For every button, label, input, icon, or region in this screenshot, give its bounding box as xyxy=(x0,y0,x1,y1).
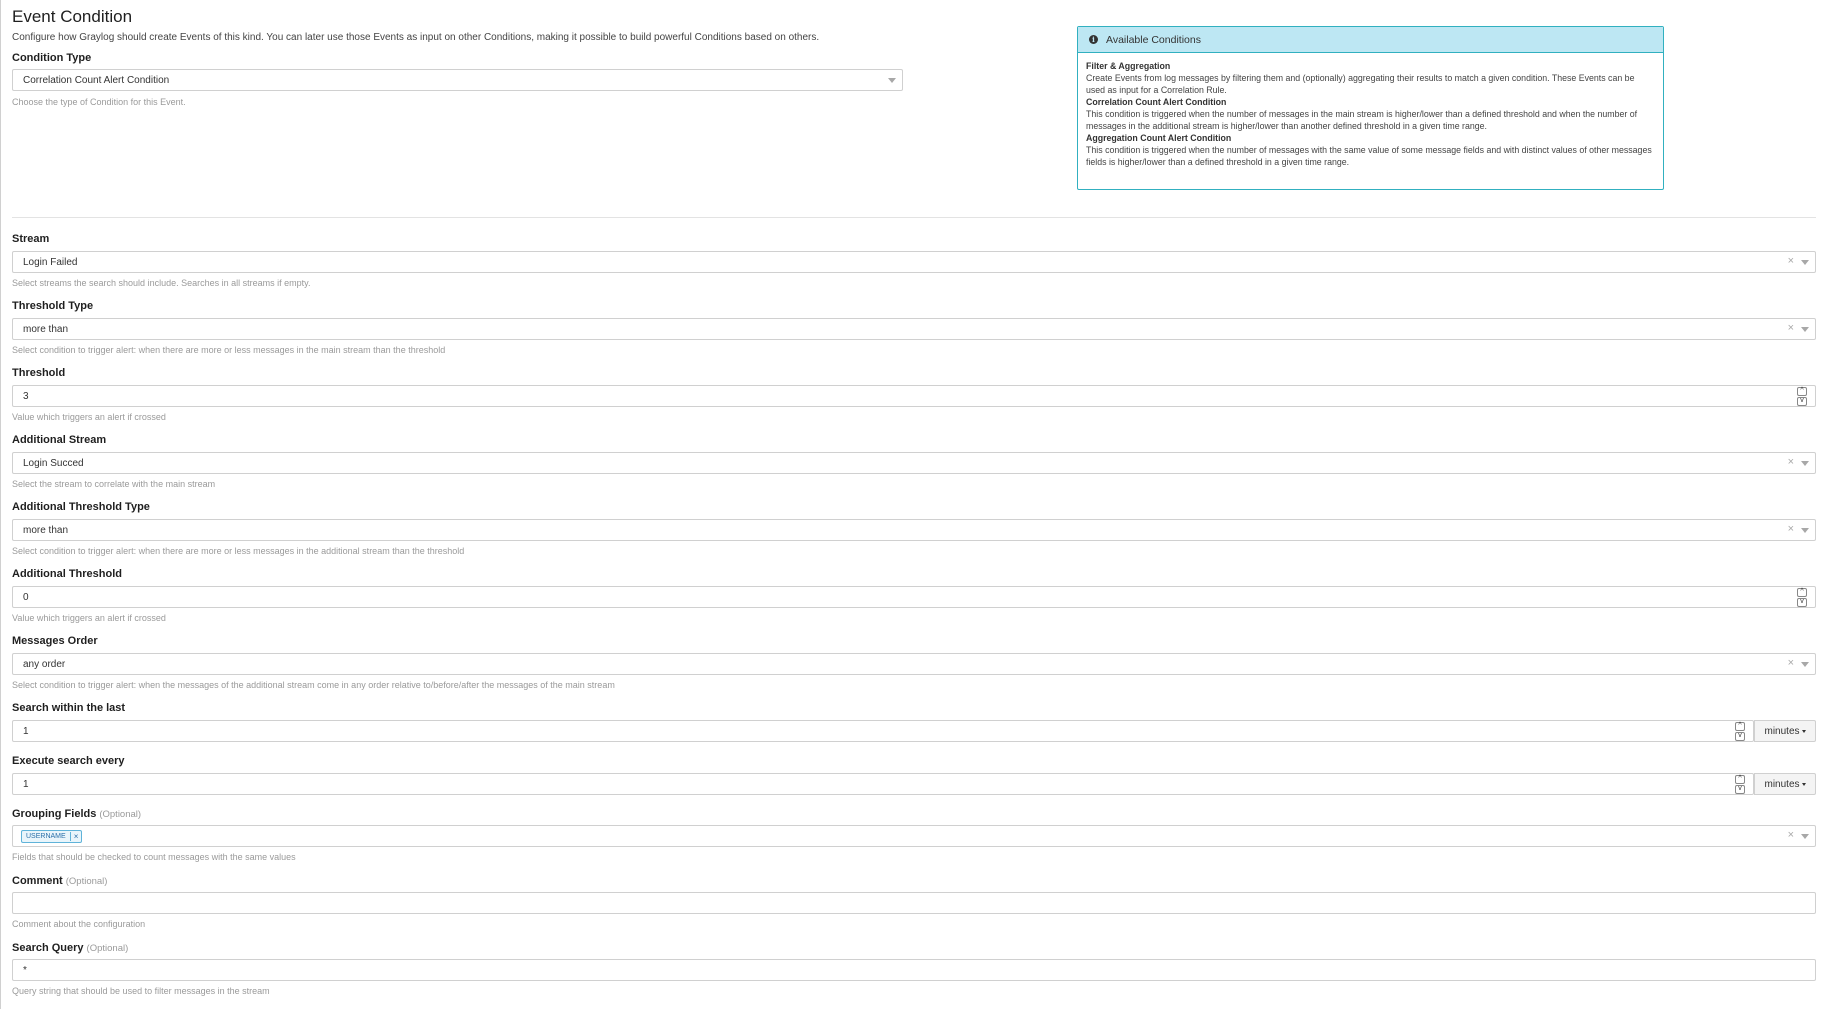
condition-type-select[interactable] xyxy=(12,69,903,91)
tag-remove-icon[interactable]: × xyxy=(70,832,82,841)
clear-icon[interactable]: × xyxy=(1787,523,1794,535)
chevron-down-icon xyxy=(1801,327,1809,332)
search-within-unit-dropdown[interactable] xyxy=(1754,720,1816,742)
search-within-value: 1 xyxy=(23,726,29,737)
condition-description: Create Events from log messages by filtering them and (optionally) aggregating their results to match a given condition. These Events can be used as input for a Correlation Rule. xyxy=(1086,73,1635,95)
execute-every-value: 1 xyxy=(23,779,29,790)
additional-threshold-type-select[interactable] xyxy=(12,519,1816,541)
additional-stream-value: Login Succed xyxy=(23,458,84,469)
condition-heading: Correlation Count Alert Condition xyxy=(1086,97,1227,107)
execute-every-input[interactable] xyxy=(12,773,1754,795)
clear-icon[interactable]: × xyxy=(1787,456,1794,468)
optional-marker: (Optional) xyxy=(99,809,142,820)
messages-order-value: any order xyxy=(23,659,66,670)
additional-threshold-type-label: Additional Threshold Type xyxy=(12,501,150,513)
stepper-up-icon[interactable]: ^ xyxy=(1735,722,1745,731)
stepper-down-icon[interactable]: v xyxy=(1735,732,1745,741)
execute-every-label: Execute search every xyxy=(12,755,125,767)
threshold-value: 3 xyxy=(23,391,29,402)
execute-every-stepper[interactable] xyxy=(1735,775,1745,794)
additional-threshold-input[interactable] xyxy=(12,586,1816,608)
threshold-type-select[interactable] xyxy=(12,318,1816,340)
messages-order-help: Select condition to trigger alert: when the messages of the additional stream come in any order relative to/before/after the messages of the main stream xyxy=(12,680,615,690)
condition-type-label: Condition Type xyxy=(12,52,92,64)
page-description: Configure how Graylog should create Events of this kind. You can later use those Events as input on other Conditions, making it possible to build powerful Conditions based on others. xyxy=(12,32,820,43)
caret-down-icon xyxy=(1802,730,1806,733)
search-within-label: Search within the last xyxy=(12,702,126,714)
optional-marker: (Optional) xyxy=(86,943,129,954)
grouping-field-tag xyxy=(21,830,82,843)
clear-icon[interactable]: × xyxy=(1787,322,1794,334)
search-within-input[interactable] xyxy=(12,720,1754,742)
additional-stream-select[interactable] xyxy=(12,452,1816,474)
stepper-up-icon[interactable]: ^ xyxy=(1797,588,1807,597)
stream-value: Login Failed xyxy=(23,257,78,268)
info-icon: i xyxy=(1089,35,1098,44)
optional-marker: (Optional) xyxy=(65,876,108,887)
stream-help: Select streams the search should include. Searches in all streams if empty. xyxy=(12,278,311,288)
messages-order-label: Messages Order xyxy=(12,635,98,647)
additional-threshold-stepper[interactable] xyxy=(1797,588,1807,607)
grouping-fields-label xyxy=(12,808,141,820)
threshold-type-label: Threshold Type xyxy=(12,300,94,312)
additional-stream-label: Additional Stream xyxy=(12,434,107,446)
tag-label: USERNAME xyxy=(26,833,66,840)
available-conditions-header xyxy=(1078,27,1663,53)
chevron-down-icon xyxy=(1801,662,1809,667)
additional-threshold-help: Value which triggers an alert if crossed xyxy=(12,613,166,623)
grouping-fields-select[interactable] xyxy=(12,825,1816,847)
condition-description: This condition is triggered when the number of messages with the same value of some message fields and with distinct values of other messages fields is higher/lower than a defined threshold in a given time range. xyxy=(1086,145,1652,167)
search-within-stepper[interactable] xyxy=(1735,722,1745,741)
execute-every-unit-dropdown[interactable] xyxy=(1754,773,1816,795)
threshold-stepper[interactable] xyxy=(1797,387,1807,406)
threshold-type-help: Select condition to trigger alert: when there are more or less messages in the main stream than the threshold xyxy=(12,345,446,355)
grouping-fields-label-text: Grouping Fields xyxy=(12,808,97,820)
condition-type-value: Correlation Count Alert Condition xyxy=(23,75,170,86)
clear-icon[interactable]: × xyxy=(1787,829,1794,841)
search-query-value: * xyxy=(23,965,27,976)
caret-down-icon xyxy=(1802,783,1806,786)
comment-input[interactable] xyxy=(12,892,1816,914)
comment-label-text: Comment xyxy=(12,875,63,887)
search-query-input[interactable] xyxy=(12,959,1816,981)
stepper-down-icon[interactable]: v xyxy=(1735,785,1745,794)
chevron-down-icon xyxy=(1801,528,1809,533)
comment-label xyxy=(12,875,107,887)
clear-icon[interactable]: × xyxy=(1787,657,1794,669)
search-query-label-text: Search Query xyxy=(12,942,84,954)
available-conditions-panel xyxy=(1077,26,1664,190)
execute-every-unit: minutes xyxy=(1764,779,1800,790)
search-within-unit: minutes xyxy=(1764,726,1800,737)
stream-label: Stream xyxy=(12,233,50,245)
threshold-help: Value which triggers an alert if crossed xyxy=(12,412,166,422)
stepper-up-icon[interactable]: ^ xyxy=(1797,387,1807,396)
messages-order-select[interactable] xyxy=(12,653,1816,675)
additional-threshold-type-help: Select condition to trigger alert: when there are more or less messages in the additional stream than the threshold xyxy=(12,546,465,556)
comment-help: Comment about the configuration xyxy=(12,919,146,929)
grouping-fields-help: Fields that should be checked to count messages with the same values xyxy=(12,852,296,862)
stepper-down-icon[interactable]: v xyxy=(1797,397,1807,406)
condition-description: This condition is triggered when the number of messages in the main stream is higher/lower than a defined threshold and when the number of messages in the additional stream is higher/lower than another defined threshold in a given time range. xyxy=(1086,109,1638,131)
threshold-label: Threshold xyxy=(12,367,66,379)
condition-heading: Aggregation Count Alert Condition xyxy=(1086,133,1232,143)
additional-threshold-type-value: more than xyxy=(23,525,69,536)
chevron-down-icon xyxy=(888,78,896,83)
chevron-down-icon xyxy=(1801,260,1809,265)
condition-heading: Filter & Aggregation xyxy=(1086,61,1171,71)
chevron-down-icon xyxy=(1801,461,1809,466)
chevron-down-icon xyxy=(1801,834,1809,839)
available-conditions-title: Available Conditions xyxy=(1106,34,1201,46)
threshold-input[interactable] xyxy=(12,385,1816,407)
available-conditions-body xyxy=(1078,53,1663,168)
additional-threshold-label: Additional Threshold xyxy=(12,568,122,580)
stream-select[interactable] xyxy=(12,251,1816,273)
search-query-help: Query string that should be used to filter messages in the stream xyxy=(12,986,270,996)
page-title: Event Condition xyxy=(12,7,133,26)
search-query-label xyxy=(12,942,128,954)
clear-icon[interactable]: × xyxy=(1787,255,1794,267)
stepper-up-icon[interactable]: ^ xyxy=(1735,775,1745,784)
section-divider xyxy=(12,217,1816,218)
stepper-down-icon[interactable]: v xyxy=(1797,598,1807,607)
condition-type-help: Choose the type of Condition for this Event. xyxy=(12,97,186,107)
additional-threshold-value: 0 xyxy=(23,592,29,603)
additional-stream-help: Select the stream to correlate with the main stream xyxy=(12,479,216,489)
threshold-type-value: more than xyxy=(23,324,69,335)
